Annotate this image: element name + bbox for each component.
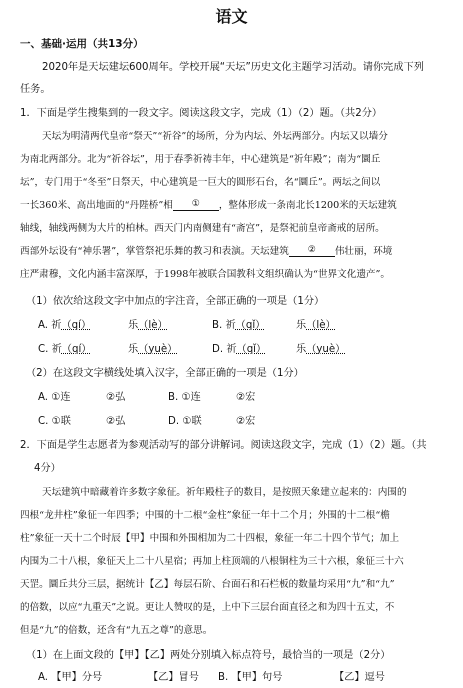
passage-1-line: 为南北两部分。北为“祈谷坛”，用于春季祈祷丰年，中心建筑是“祈年殿”；南为“圜丘 (20, 154, 381, 165)
option-a[interactable] (38, 388, 71, 403)
option-b-second[interactable] (296, 316, 336, 331)
option-char: 乐 (128, 320, 139, 331)
option-letter: C. (38, 344, 49, 355)
option-pinyin: （qǐ） (235, 320, 266, 331)
passage-2-line: 的倍数，以应“九重天”之说。更让人赞叹的是，上中下三层台面直径之和为四十五丈，不 (20, 602, 395, 613)
passage-1-text: ，整体形成一条南北长1200米的天坛建筑 (218, 200, 397, 211)
option-pinyin: （qǐ） (236, 344, 267, 355)
option-letter: A. (38, 672, 49, 683)
option-b-second[interactable]: ②宏 (236, 392, 256, 403)
option-letter: B. (168, 392, 179, 403)
passage-2-line: 天坛建筑中暗藏着许多数字象征。祈年殿柱子的数目，是按照天象建立起来的：内围的 (42, 487, 407, 498)
option-c-second[interactable]: ②弘 (106, 416, 126, 427)
option-text: 【甲】分号 (51, 672, 103, 683)
option-char: 乐 (296, 344, 307, 355)
option-text: 【甲】句号 (231, 672, 283, 683)
option-letter: B. (212, 320, 223, 331)
option-letter: B. (218, 672, 229, 683)
option-pinyin: （qí） (61, 320, 92, 331)
intro-line-1: 2020年是天坛建坛600周年。学校开展“天坛”历史文化主题学习活动。请你完成下列 (42, 62, 424, 73)
option-a-second[interactable]: ②弘 (106, 392, 126, 403)
passage-2-line: 四根“龙井柱”象征一年四季；中围的十二根“金柱”象征一年十二个月；外围的十二根“檐 (20, 510, 390, 521)
passage-2-line: 但是“九”的倍数，还含有“九五之尊”的意思。 (20, 625, 213, 636)
option-char: 祈 (51, 320, 62, 331)
option-a-second[interactable]: 【乙】冒号 (148, 672, 199, 683)
option-d[interactable] (168, 412, 202, 427)
question-2-prompt-cont: 4分） (34, 463, 61, 474)
option-c-second[interactable] (128, 340, 177, 355)
passage-1-text: 伟壮丽，环境 (334, 246, 393, 257)
passage-1-text: 一长360米、高出地面的“丹陛桥”相 (20, 200, 173, 211)
section-heading: 一、基础·运用（共13分） (20, 38, 144, 50)
option-letter: C. (38, 416, 49, 427)
passage-1-line (20, 197, 397, 211)
blank-2: ② (289, 245, 335, 257)
question-1-prompt: 1．下面是学生搜集到的一段文字。阅读这段文字，完成（1）（2）题。（共2分） (20, 108, 383, 119)
option-letter: D. (168, 416, 180, 427)
option-pinyin: （yuè） (138, 344, 178, 355)
option-char: 乐 (128, 344, 139, 355)
option-d-second[interactable]: ②宏 (236, 416, 256, 427)
intro-line-2: 任务。 (20, 84, 51, 95)
passage-1-line: 坛”，专门用于“冬至”日祭天，中心建筑是一巨大的圆形石台，名“圜丘”。两坛之间以 (20, 177, 381, 188)
option-text: ①联 (182, 416, 202, 427)
option-letter: A. (38, 320, 49, 331)
passage-2-line: 天罡。圜丘共分三层，据统计【乙】每层石阶、台面石和石栏板的数量均采用“九”和“九” (20, 579, 395, 590)
option-a[interactable] (38, 668, 102, 683)
passage-2-line: 内围为二十八根，象征天上二十八星宿；再加上柱顶端的八根铜柱为三十六根，象征三十六 (20, 556, 404, 567)
option-pinyin: （qí） (61, 344, 92, 355)
option-a[interactable] (38, 316, 91, 331)
option-d-second[interactable] (296, 340, 345, 355)
option-c[interactable] (38, 340, 91, 355)
option-pinyin: （lè） (306, 320, 336, 331)
blank-1: ① (173, 199, 219, 211)
option-b[interactable] (218, 668, 282, 683)
option-char: 祈 (226, 344, 237, 355)
option-b[interactable] (212, 316, 265, 331)
passage-1-line: 天坛为明清两代皇帝“祭天”“祈谷”的场所，分为内坛、外坛两部分。内坛又以墙分 (42, 131, 388, 142)
passage-2-line: 柱”象征一天十二个时辰【甲】中围和外围相加为二十四根，象征一年二十四个节气；加上 (20, 533, 400, 544)
option-pinyin: （lè） (138, 320, 168, 331)
option-text: ①连 (51, 392, 71, 403)
option-pinyin: （yuè） (306, 344, 346, 355)
passage-1-line: 轴线，轴线两侧为大片的柏林。西天门内南侧建有“斋宫”，是祭祀前皇帝斋戒的居所。 (20, 223, 385, 234)
page-title: 语文 (215, 7, 248, 26)
question-2-sub-1-prompt: （1）在上面文段的【甲】【乙】两处分别填入标点符号，最恰当的一项是（2分） (26, 650, 391, 661)
passage-1-text: 西部外坛设有“神乐署”，掌管祭祀乐舞的教习和表演。天坛建筑 (20, 246, 289, 257)
option-d[interactable] (212, 340, 266, 355)
option-char: 祈 (51, 344, 62, 355)
option-letter: A. (38, 392, 49, 403)
option-text: ①连 (181, 392, 201, 403)
option-b-second[interactable]: 【乙】逗号 (334, 672, 385, 683)
option-c[interactable] (38, 412, 71, 427)
passage-1-line: 庄严肃穆，文化内涵丰富深厚，于1998年被联合国教科文组织确认为“世界文化遗产”。 (20, 269, 391, 280)
option-letter: D. (212, 344, 224, 355)
sub-question-1-prompt: （1）依次给这段文字中加点的字注音，全部正确的一项是（1分） (26, 296, 325, 307)
passage-1-line (20, 243, 392, 257)
question-2-prompt: 2．下面是学生志愿者为参观活动写的部分讲解词。阅读这段文字，完成（1）（2）题。（共 (20, 440, 427, 451)
option-b[interactable] (168, 388, 201, 403)
option-a-second[interactable] (128, 316, 168, 331)
option-char: 乐 (296, 320, 307, 331)
option-text: ①联 (51, 416, 71, 427)
option-char: 祈 (225, 320, 236, 331)
sub-question-2-prompt: （2）在这段文字横线处填入汉字，全部正确的一项是（1分） (26, 368, 304, 379)
